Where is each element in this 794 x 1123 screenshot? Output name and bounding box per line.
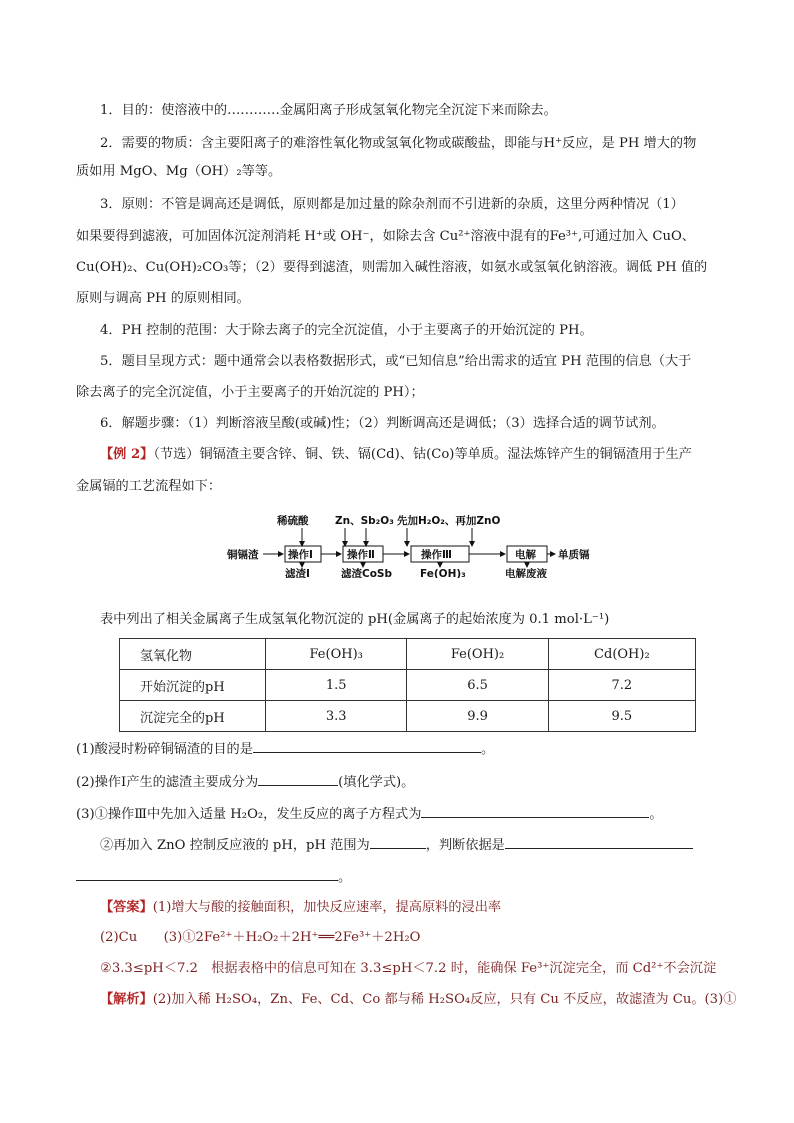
flow-op-1: 操作Ⅰ [288,549,313,561]
table-cell: 沉淀完全的pH [120,701,266,732]
example-intro [100,445,692,465]
table-cell: 6.5 [407,670,548,701]
question-1-end: 。 [480,742,495,757]
example-tag: 【例 2】 [100,447,154,462]
question-3-2-cont [76,866,351,888]
table-caption: 表中列出了相关金属离子生成氢氧化物沉淀的 pH(金属离子的起始浓度为 0.1 mol·L⁻¹) [100,612,610,627]
paragraph-3-cont3: 原则与调高 PH 的原则相同。 [76,291,250,306]
table-cell: 1.5 [266,670,407,701]
table-header-cell: Cd(OH)₂ [548,639,695,670]
answer-blank[interactable] [370,834,426,849]
question-1-text: (1)酸浸时粉碎铜镉渣的目的是 [76,742,253,757]
analysis-text: (2)加入稀 H₂SO₄，Zn、Fe、Cd、Co 都与稀 H₂SO₄反应，只有 Cu 不反应，故滤渣为 Cu。(3)① [152,992,737,1007]
question-3-2-suffix: ，判断依据是 [425,838,505,853]
table-row [120,701,696,732]
example-intro-cont: 金属镉的工艺流程如下： [76,479,222,494]
question-3-1 [76,803,663,825]
table-header-row [120,639,696,670]
flow-op-4: 电解 [515,549,536,561]
flow-residue-1: 滤渣Ⅰ [285,568,310,578]
answer-line-1 [100,898,501,918]
answer-1-text: (1)增大与酸的接触面积，加快反应速率，提高原料的浸出率 [152,900,502,915]
question-2-text: (2)操作Ⅰ产生的滤渣主要成分为 [76,775,259,790]
question-3-2-text: ②再加入 ZnO 控制反应液的 pH，pH 范围为 [100,838,370,853]
flow-output: 单质镉 [558,549,590,561]
question-2-suffix: (填化学式)。 [338,775,415,790]
table-cell: 开始沉淀的pH [120,670,266,701]
table-row [120,670,696,701]
process-flowchart [225,508,595,578]
answer-blank[interactable] [505,834,693,849]
question-3-2 [100,834,693,856]
flow-op-3: 操作Ⅲ [421,549,452,561]
table-cell: 7.2 [548,670,695,701]
question-1 [76,738,494,760]
example-text: （节选）铜镉渣主要含锌、铜、铁、镉(Cd)、钴(Co)等单质。湿法炼锌产生的铜镉渣用于生产 [153,447,692,462]
question-3-2-end: 。 [338,870,352,885]
table-cell: 9.5 [548,701,695,732]
flow-input: 铜镉渣 [227,549,259,561]
flow-residue-2: 滤渣CoSb [341,568,392,578]
table-header-cell: Fe(OH)₃ [266,639,407,670]
flow-residue-4: 电解废液 [505,568,547,578]
answer-blank[interactable] [421,803,649,818]
flow-residue-3: Fe(OH)₃ [420,568,466,578]
question-3-1-text: (3)①操作Ⅲ中先加入适量 H₂O₂，发生反应的离子方程式为 [76,807,422,822]
paragraph-3-cont2: Cu(OH)₂、Cu(OH)₂CO₃等；（2）要得到滤渣，则需加入碱性溶液，如氨水或氢氧化钠溶液。调低 PH 值的 [76,260,708,275]
flow-reagent-3: 先加H₂O₂、再加ZnO [397,515,501,527]
paragraph-3: 3．原则：不管是调高还是调低，原则都是加过量的除杂剂而不引进新的杂质，这里分两种情况（1） [100,197,684,212]
table-header-cell: Fe(OH)₂ [407,639,548,670]
answer-tag: 【答案】 [100,900,153,915]
analysis-tag: 【解析】 [100,992,153,1007]
table-cell: 9.9 [407,701,548,732]
paragraph-3-cont1: 如果要得到滤液，可加固体沉淀剂消耗 H⁺或 OH⁻，如除去含 Cu²⁺溶液中混有的Fe³⁺,可通过加入 CuO、 [76,229,695,244]
answer-blank[interactable] [76,866,338,881]
table-header-cell: 氢氧化物 [120,639,266,670]
question-3-1-end: 。 [649,807,663,822]
analysis-line [100,990,736,1010]
answer-line-3: ②3.3≤pH＜7.2 根据表格中的信息可知在 3.3≤pH＜7.2 时，能确保 Fe³⁺沉淀完全，而 Cd²⁺不会沉淀 [100,961,717,976]
answer-blank[interactable] [253,738,481,753]
answer-line-2: (2)Cu (3)①2Fe²⁺＋H₂O₂＋2H⁺══2Fe³⁺＋2H₂O [100,930,421,945]
paragraph-2: 2．需要的物质：含主要阳离子的难溶性氧化物或氢氧化物或碳酸盐，即能与H⁺反应，是 PH 增大的物 [100,136,697,151]
answer-blank[interactable] [258,771,338,786]
paragraph-1: 1．目的：使溶液中的…………金属阳离子形成氢氧化物完全沉淀下来而除去。 [100,103,557,118]
paragraph-2-cont: 质如用 MgO、Mg（OH）₂等等。 [76,164,282,179]
flow-op-2: 操作Ⅱ [347,549,375,561]
paragraph-5: 5．题目呈现方式：题中通常会以表格数据形式，或“已知信息”给出需求的适宜 PH 范围的信息（大于 [100,354,692,369]
paragraph-5-cont: 除去离子的完全沉淀值，小于主要离子的开始沉淀的 PH）； [76,385,424,400]
paragraph-6: 6．解题步骤：（1）判断溶液呈酸(或碱)性；（2）判断调高还是调低；（3）选择合适的调节试剂。 [100,416,665,431]
ph-table [119,638,696,732]
flow-reagent-1: 稀硫酸 [277,515,309,527]
paragraph-4: 4．PH 控制的范围：大于除去离子的完全沉淀值，小于主要离子的开始沉淀的 PH。 [100,323,593,338]
question-2 [76,771,414,793]
table-cell: 3.3 [266,701,407,732]
flow-reagent-2: Zn、Sb₂O₃ [335,515,394,527]
